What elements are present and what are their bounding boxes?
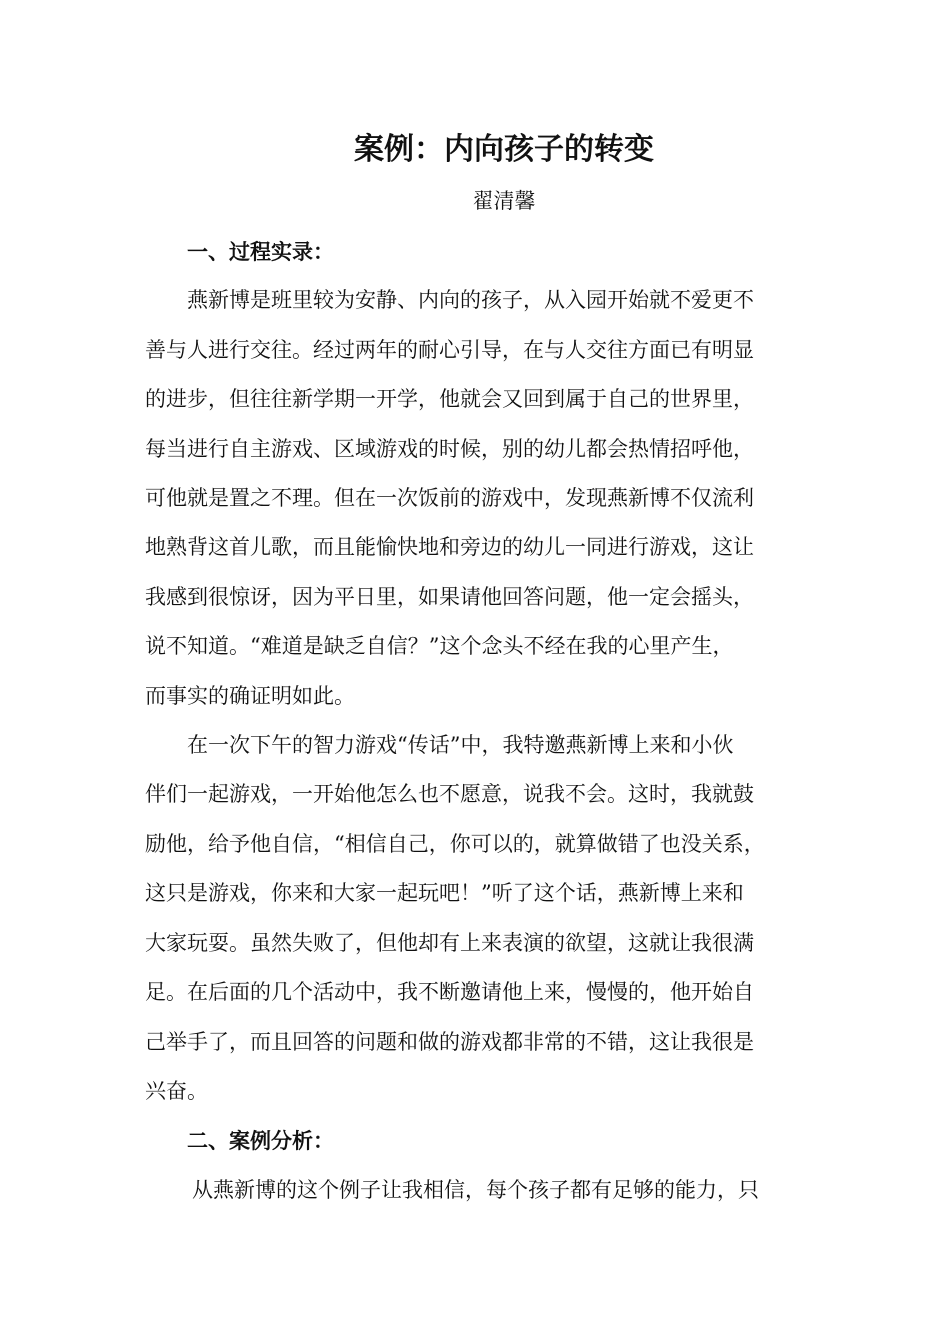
- text-line: 说不知道。“难道是缺乏自信？”这个念头不经在我的心里产生，: [145, 634, 734, 659]
- text-line: 燕新博是班里较为安静、内向的孩子，从入园开始就不爱更不: [187, 288, 754, 313]
- text-line: 我感到很惊讶，因为平日里，如果请他回答问题，他一定会摇头，: [145, 584, 754, 609]
- text-line: 而事实的确证明如此。: [145, 683, 355, 708]
- paragraph-process-1: [145, 276, 810, 721]
- document-title: 案例：内向孩子的转变: [354, 132, 654, 167]
- document-author: 翟清馨: [472, 189, 536, 213]
- section-heading-process: 一、过程实录：: [187, 239, 334, 264]
- text-line: 己举手了，而且回答的问题和做的游戏都非常的不错，这让我很是: [145, 1029, 754, 1054]
- text-line: 励他，给予他自信，“相信自己，你可以的，就算做错了也没关系，: [145, 831, 765, 856]
- text-line: 可他就是置之不理。但在一次饭前的游戏中，发现燕新博不仅流利: [145, 486, 754, 511]
- text-line: 每当进行自主游戏、区域游戏的时候，别的幼儿都会热情招呼他，: [145, 436, 754, 461]
- paragraph-process-2: [145, 721, 810, 1116]
- text-line: 地熟背这首儿歌，而且能愉快地和旁边的幼儿一同进行游戏，这让: [145, 535, 754, 560]
- text-line: 从燕新博的这个例子让我相信，每个孩子都有足够的能力，只: [192, 1177, 759, 1202]
- text-line: 在一次下午的智力游戏“传话”中，我特邀燕新博上来和小伙: [187, 733, 734, 758]
- text-line: 善与人进行交往。经过两年的耐心引导，在与人交往方面已有明显: [145, 337, 754, 362]
- text-line: 足。在后面的几个活动中，我不断邀请他上来，慢慢的，他开始自: [145, 980, 754, 1005]
- text-line: 这只是游戏，你来和大家一起玩吧！”听了这个话，燕新博上来和: [145, 881, 744, 906]
- document-body: [145, 227, 810, 1215]
- text-line: 兴奋。: [145, 1078, 208, 1103]
- text-line: 伴们一起游戏，一开始他怎么也不愿意，说我不会。这时，我就鼓: [145, 782, 754, 807]
- paragraph-analysis-1: [145, 1166, 810, 1215]
- text-line: 大家玩耍。虽然失败了，但他却有上来表演的欲望，这就让我很满: [145, 930, 754, 955]
- text-line: 的进步，但往往新学期一开学，他就会又回到属于自己的世界里，: [145, 387, 754, 412]
- section-heading-analysis: 二、案例分析：: [187, 1128, 334, 1154]
